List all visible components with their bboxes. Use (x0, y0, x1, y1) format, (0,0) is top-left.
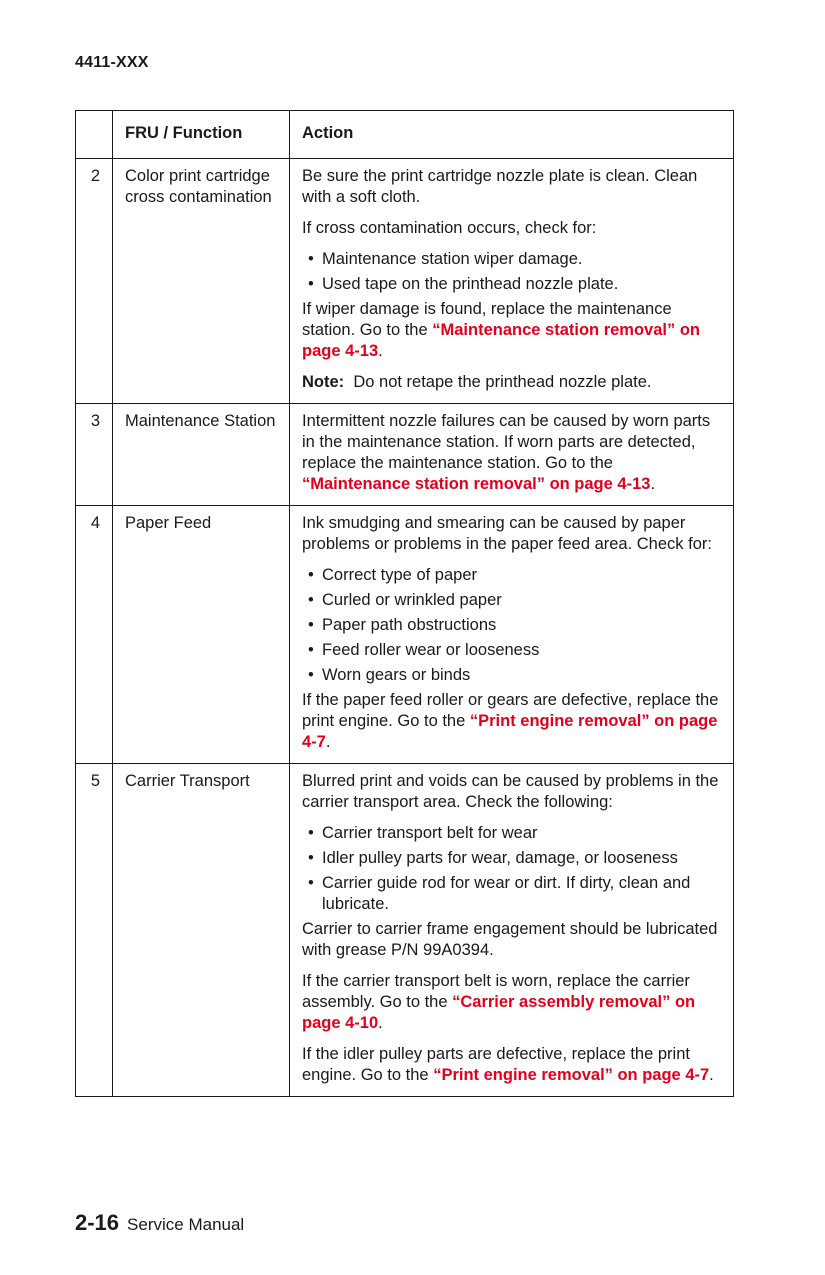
document-code: 4411-XXX (75, 54, 149, 71)
fru-name: Carrier Transport (113, 764, 290, 1097)
fru-name: Maintenance Station (113, 404, 290, 506)
step-number: 5 (76, 764, 113, 1097)
list-item: • Correct type of paper (322, 565, 719, 586)
action-text: Carrier to carrier frame engagement should be lubricated with grease P/N 99A0394. (302, 920, 718, 959)
list-item: • Used tape on the printhead nozzle plate. (322, 274, 719, 295)
cross-reference-link[interactable]: “Carrier assembly removal” on page 4-10 (302, 993, 696, 1032)
fru-action-table (75, 110, 734, 1097)
action-text: If the paper feed roller or gears are defective, replace the print engine. Go to the “Print engine removal” on page 4-7. (302, 691, 719, 751)
list-item: • Paper path obstructions (322, 615, 719, 636)
action-text: Ink smudging and smearing can be caused by paper problems or problems in the paper feed area. Check for: (302, 514, 712, 553)
cross-reference-link[interactable]: “Print engine removal” on page 4-7 (433, 1066, 710, 1084)
note-label: Note: (302, 373, 345, 391)
action-cell (290, 159, 734, 404)
action-text: Blurred print and voids can be caused by problems in the carrier transport area. Check the following: (302, 772, 719, 811)
cross-reference-link[interactable]: “Maintenance station removal” on page 4-13 (302, 321, 700, 360)
check-list (302, 249, 719, 295)
header-action: Action (290, 111, 734, 159)
action-text: If the idler pulley parts are defective, replace the print engine. Go to the “Print engine removal” on page 4-7. (302, 1045, 714, 1084)
page-number: 2-16 (75, 1210, 120, 1235)
action-cell (290, 404, 734, 506)
action-text: Be sure the print cartridge nozzle plate is clean. Clean with a soft cloth. (302, 167, 698, 206)
action-cell (290, 506, 734, 764)
note-text: Do not retape the printhead nozzle plate. (353, 373, 652, 391)
table-row (76, 404, 734, 506)
fru-name: Paper Feed (113, 506, 290, 764)
list-item: • Carrier guide rod for wear or dirt. If dirty, clean and lubricate. (322, 873, 719, 915)
cross-reference-link[interactable]: “Maintenance station removal” on page 4-13 (302, 475, 651, 493)
note (302, 372, 719, 393)
header-fru-function: FRU / Function (113, 111, 290, 159)
page-footer (75, 1210, 244, 1236)
list-item: • Curled or wrinkled paper (322, 590, 719, 611)
fru-name: Color print cartridge cross contamination (113, 159, 290, 404)
list-item: • Maintenance station wiper damage. (322, 249, 719, 270)
action-cell (290, 764, 734, 1097)
manual-title: Service Manual (127, 1215, 245, 1234)
action-text: Intermittent nozzle failures can be caused by worn parts in the maintenance station. If worn parts are detected, replace the maintenance station. Go to the “Maintenance station removal” on page 4-13. (302, 412, 711, 493)
step-number: 3 (76, 404, 113, 506)
table-row (76, 506, 734, 764)
list-item: • Feed roller wear or looseness (322, 640, 719, 661)
check-list (302, 823, 719, 915)
check-list (302, 565, 719, 686)
table-row (76, 159, 734, 404)
step-number: 2 (76, 159, 113, 404)
cross-reference-link[interactable]: “Print engine removal” on page 4-7 (302, 712, 718, 751)
action-text: If wiper damage is found, replace the maintenance station. Go to the “Maintenance station removal” on page 4-13. (302, 300, 700, 360)
list-item: • Carrier transport belt for wear (322, 823, 719, 844)
table-header-row (76, 111, 734, 159)
action-text: If the carrier transport belt is worn, replace the carrier assembly. Go to the “Carrier assembly removal” on page 4-10. (302, 972, 696, 1032)
list-item: • Worn gears or binds (322, 665, 719, 686)
table-row (76, 764, 734, 1097)
action-text: If cross contamination occurs, check for: (302, 219, 597, 237)
list-item: • Idler pulley parts for wear, damage, or looseness (322, 848, 719, 869)
header-step-number (76, 111, 113, 159)
step-number: 4 (76, 506, 113, 764)
